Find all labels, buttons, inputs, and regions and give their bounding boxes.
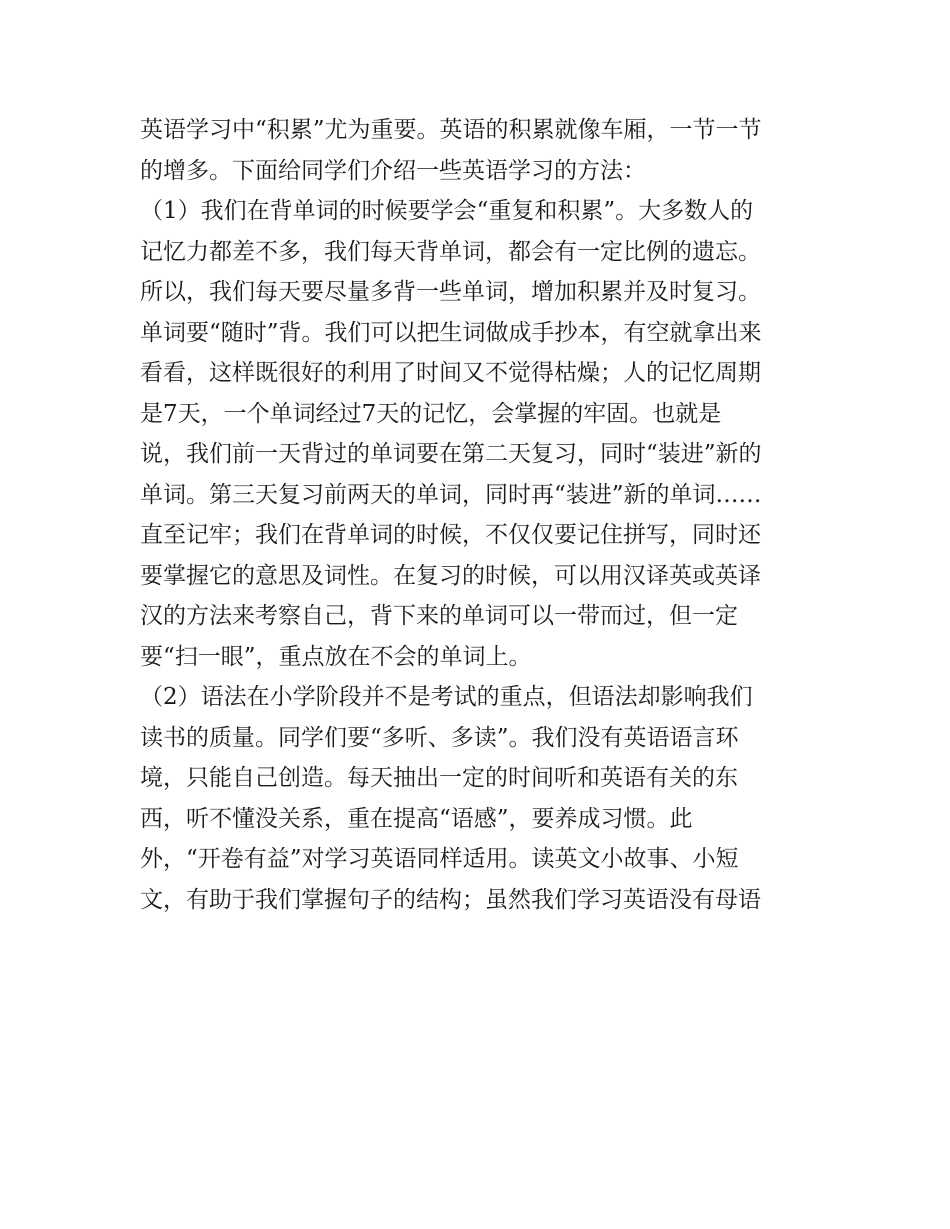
text-line: 英语学习中“积累”尤为重要。英语的积累就像车厢，一节一节	[140, 117, 762, 143]
text-line: 汉的方法来考察自己，背下来的单词可以一带而过，但一定	[140, 603, 738, 629]
text-line: 境，只能自己创造。每天抽出一定的时间听和英语有关的东	[140, 765, 738, 791]
text-line: 单词要“随时”背。我们可以把生词做成手抄本，有空就拿出来	[140, 319, 762, 346]
text-line: （1）我们在背单词的时候要学会“重复和积累”。大多数人的	[140, 198, 754, 224]
text-line: 西，听不懂没关系，重在提高“语感”，要养成习惯。此	[140, 805, 693, 832]
text-line: 读书的质量。同学们要“多听、多读”。我们没有英语语言环	[140, 724, 739, 751]
text-line: 说，我们前一天背过的单词要在第二天复习，同时“装进”新的	[140, 441, 762, 467]
text-line: 单词。第三天复习前两天的单词，同时再“装进”新的单词……	[140, 481, 762, 508]
text-line: 直至记牢；我们在背单词的时候，不仅仅要记住拼写，同时还	[140, 522, 761, 548]
text-line: 是7天，一个单词经过7天的记忆，会掌握的牢固。也就是	[140, 400, 722, 427]
text-line: 要掌握它的意思及词性。在复习的时候，可以用汉译英或英译	[140, 562, 761, 589]
text-line: 文，有助于我们掌握句子的结构；虽然我们学习英语没有母语	[140, 886, 761, 913]
body-text	[140, 110, 830, 920]
text-line: 记忆力都差不多，我们每天背单词，都会有一定比例的遗忘。	[140, 238, 761, 265]
text-line: 所以，我们每天要尽量多背一些单词，增加积累并及时复习。	[140, 279, 761, 305]
text-line: 看看，这样既很好的利用了时间又不觉得枯燥；人的记忆周期	[140, 360, 761, 386]
text-line: 要“扫一眼”，重点放在不会的单词上。	[140, 643, 532, 670]
text-line: 外，“开卷有益”对学习英语同样适用。读英文小故事、小短	[140, 846, 739, 872]
text-line: （2）语法在小学阶段并不是考试的重点，但语法却影响我们	[140, 684, 753, 710]
text-line: 的增多。下面给同学们介绍一些英语学习的方法：	[140, 157, 646, 184]
